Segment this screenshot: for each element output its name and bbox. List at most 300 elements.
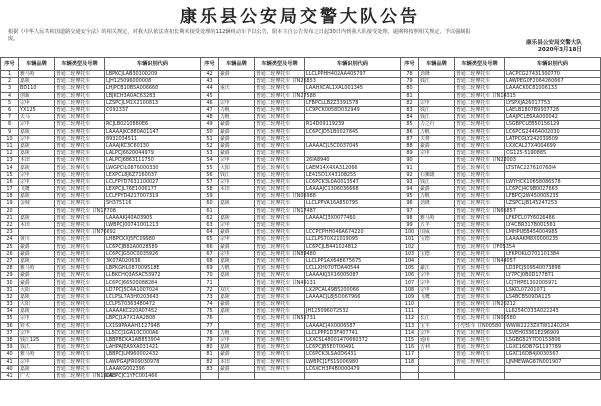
table-row: [1, 142, 601, 149]
cell-type: 普通二轮摩托车: [455, 265, 505, 272]
vehicle-tables: [0, 57, 600, 380]
cell-vin: LEXPCL8J6Z7160037: [105, 171, 201, 178]
cell-type: 普通二轮摩托车: [255, 257, 305, 264]
cell-brand: 钱江: [419, 78, 455, 85]
cell-brand: 本田: [219, 186, 255, 193]
cell-seq: 114: [401, 329, 419, 336]
table-row: [1, 193, 601, 200]
cell-vin: LFBPCLLB2Z3391578: [305, 99, 401, 106]
cell-type: 普通二轮摩托车: [255, 142, 305, 149]
cell-seq: 54: [201, 157, 219, 164]
cell-vin: LLCLPPHH402AA405797: [305, 71, 401, 78]
cell-vin: CG125-5190885: [505, 150, 601, 157]
cell-type: 普通二轮摩托车: [455, 114, 505, 121]
cell-brand: YX125: [19, 106, 55, 113]
cell-type: 普通二轮摩托车: [255, 265, 305, 272]
cell-vin: [305, 135, 401, 142]
header-vin: 车辆识别代码: [305, 58, 401, 71]
cell-brand: 宗申: [219, 236, 255, 243]
cell-type: 普通二轮摩托车: [455, 71, 505, 78]
cell-vin: LD7PCJ5C4A1007024: [105, 286, 201, 293]
cell-vin: [505, 207, 601, 214]
cell-vin: LEXPCJL76E1006177: [105, 186, 201, 193]
cell-seq: 33: [1, 301, 19, 308]
cell-brand: [419, 207, 455, 214]
cell-type: 普通二轮摩托车: [255, 135, 305, 142]
cell-type: 普通二轮摩托车: [455, 186, 505, 193]
table-row: [1, 286, 601, 293]
cell-vin: [305, 207, 401, 214]
table-row: [1, 315, 601, 322]
cell-seq: 97: [401, 207, 419, 214]
cell-seq: 82: [201, 358, 219, 365]
cell-vin: LJNMEWAG87N001907: [505, 358, 601, 365]
cell-vin: LAAJPCLE6AA000042: [505, 114, 601, 121]
cell-brand: 宗申: [19, 99, 55, 106]
cell-vin: LBBPBCKA1AB853904: [105, 336, 201, 343]
cell-seq: 105: [401, 265, 419, 272]
table-row: [1, 92, 601, 99]
cell-brand: 豪爵: [219, 142, 255, 149]
cell-type: 普通二轮摩托车: [455, 142, 505, 149]
table-row: [1, 229, 601, 236]
cell-seq: 88: [401, 142, 419, 149]
cell-brand: [219, 372, 255, 379]
cell-brand: 雅马哈: [19, 71, 55, 78]
header-seq: 序号: [201, 58, 219, 71]
cell-seq: 103: [401, 250, 419, 257]
cell-brand: 嘉陵: [219, 214, 255, 221]
cell-vin: RCJLB0210880E6: [105, 121, 201, 128]
table-row: [1, 358, 601, 365]
table-row: [1, 71, 601, 78]
cell-brand: 宝德: [419, 250, 455, 257]
cell-vin: LAAAAKJ3X16005087: [305, 272, 401, 279]
cell-seq: 100: [401, 229, 419, 236]
cell-seq: 4: [1, 92, 19, 99]
cell-vin: LAAAAKJ40A03905: [105, 214, 201, 221]
cell-type: 普通二轮摩托车: [455, 308, 505, 315]
cell-seq: 66: [201, 243, 219, 250]
cell-brand: 飞鹰: [419, 293, 455, 300]
cell-vin: LCLPSL7A3H0203643: [105, 293, 201, 300]
cell-seq: 28: [1, 265, 19, 272]
cell-seq: 87: [401, 135, 419, 142]
cell-seq: 109: [401, 293, 419, 300]
cell-brand: BD110: [19, 85, 55, 92]
cell-type: 小型轿车 甘N00580: [455, 322, 505, 329]
cell-brand: 豪爵: [219, 351, 255, 358]
cell-seq: 52: [201, 142, 219, 149]
cell-type: 普通二轮摩托车: [455, 178, 505, 185]
issuer-org: 康乐县公安局交警大队: [526, 40, 582, 46]
cell-type: 普通二轮摩托车: [255, 71, 305, 78]
cell-vin: LAAAACJL5C0037045: [305, 142, 401, 149]
cell-vin: [305, 221, 401, 228]
table-row: [1, 164, 601, 171]
cell-seq: 10: [1, 135, 19, 142]
cell-type: [455, 365, 505, 372]
cell-vin: [505, 92, 601, 99]
cell-brand: 嘉陵: [219, 272, 255, 279]
cell-vin: LC6PCJ4C9B0027663: [505, 186, 601, 193]
table-row: [1, 293, 601, 300]
cell-vin: LL6254C033A022243: [505, 308, 601, 315]
cell-brand: 铃木: [19, 322, 55, 329]
cell-brand: 嘉陵: [19, 293, 55, 300]
table-row: [1, 372, 601, 379]
cell-vin: LCLFPYD4217007319: [105, 193, 201, 200]
cell-type: 普通二轮摩托车: [55, 344, 105, 351]
cell-brand: 豪爵: [419, 142, 455, 149]
cell-vin: [305, 78, 401, 85]
cell-seq: 41: [1, 372, 19, 379]
cell-brand: 大阳: [19, 301, 55, 308]
cell-brand: 嘉陵: [19, 365, 55, 372]
cell-seq: [401, 365, 419, 372]
cell-seq: 47: [201, 106, 219, 113]
table-row: [1, 336, 601, 343]
cell-vin: [305, 250, 401, 257]
cell-seq: 79: [401, 78, 419, 85]
cell-type: 普通二轮摩托车: [55, 243, 105, 250]
cell-vin: LC6PCJB82A0028589: [105, 243, 201, 250]
cell-brand: 钱江: [419, 106, 455, 113]
cell-seq: 14: [1, 164, 19, 171]
cell-vin: LBPCJ1A7X1AA2808: [105, 315, 201, 322]
cell-brand: 豪江: [419, 265, 455, 272]
cell-vin: LAELB1807B9307728: [505, 106, 601, 113]
cell-brand: 大阳: [219, 164, 255, 171]
cell-brand: 飞鹰: [19, 186, 55, 193]
cell-type: 普通二轮摩托车 甘N00580: [456, 315, 516, 322]
table-row: [1, 308, 601, 315]
cell-brand: 本田: [19, 157, 55, 164]
table-row: [1, 221, 601, 228]
cell-type: 普通二轮摩托车 甘N20212: [456, 301, 516, 308]
cell-seq: 9: [1, 128, 19, 135]
cell-seq: 40: [1, 365, 19, 372]
cell-type: 普通二轮摩托车: [55, 85, 105, 92]
cell-brand: 嘉陵: [19, 193, 55, 200]
cell-type: 普通二轮摩托车: [455, 193, 505, 200]
cell-type: 普通二轮摩托车: [55, 135, 105, 142]
cell-type: 普通二轮摩托车: [255, 308, 305, 315]
cell-seq: 80: [201, 344, 219, 351]
cell-brand: [419, 308, 455, 315]
cell-seq: 23: [1, 229, 19, 236]
table-row: [1, 272, 601, 279]
cell-brand: 宗申: [219, 250, 255, 257]
cell-type: 普通二轮摩托车: [255, 150, 305, 157]
cell-brand: 通用: [419, 336, 455, 343]
cell-type: 普通二轮摩托车: [55, 272, 105, 279]
cell-brand: [419, 372, 455, 379]
cell-brand: 豪爵: [219, 301, 255, 308]
cell-seq: 22: [1, 221, 19, 228]
cell-type: 普通二轮摩托车: [255, 365, 305, 372]
cell-seq: 96: [401, 200, 419, 207]
table-row: [1, 365, 601, 372]
cell-seq: 95: [401, 193, 419, 200]
cell-seq: 25: [1, 243, 19, 250]
cell-brand: [419, 301, 455, 308]
cell-brand: 天马: [19, 114, 55, 121]
table-row: [1, 178, 601, 185]
header-type: 车辆类型及号牌: [255, 58, 305, 71]
cell-type: 普通二轮摩托车: [255, 236, 305, 243]
cell-brand: [219, 279, 255, 286]
cell-seq: 68: [201, 257, 219, 264]
header-seq: 序号: [401, 58, 419, 71]
cell-vin: LC6PCG24464002030: [505, 128, 601, 135]
table-row: [1, 99, 601, 106]
cell-brand: 宝丰: [419, 322, 455, 329]
table-row: [1, 106, 601, 113]
cell-seq: 85: [401, 121, 419, 128]
cell-seq: 30: [1, 279, 19, 286]
cell-type: 普通二轮摩托车: [455, 250, 505, 257]
cell-type: 普通二轮摩托车: [455, 171, 505, 178]
table-row: [1, 121, 601, 128]
cell-brand: 金城: [19, 200, 55, 207]
header-type: 车辆类型及号牌: [455, 58, 505, 71]
cell-seq: 83: [401, 106, 419, 113]
cell-type: 普通二轮摩托车: [255, 200, 305, 207]
cell-type: 普通二轮摩托车: [455, 293, 505, 300]
cell-seq: [201, 372, 219, 379]
cell-brand: 广大: [19, 372, 55, 379]
cell-brand: 豪爵: [19, 250, 55, 257]
cell-seq: 80: [401, 85, 419, 92]
cell-vin: LC6PCK3L0A0013547: [305, 178, 401, 185]
cell-seq: 62: [201, 214, 219, 221]
cell-type: 普通二轮摩托车: [255, 164, 305, 171]
cell-seq: 101: [401, 236, 419, 243]
cell-seq: 17: [1, 186, 19, 193]
cell-type: 普通二轮摩托车: [455, 358, 505, 365]
cell-brand: 嘉陵: [19, 308, 55, 315]
issuer-signature: [492, 40, 582, 54]
cell-vin: LX1S9PAAAH1127948: [105, 322, 201, 329]
cell-seq: 70: [201, 272, 219, 279]
cell-type: 普通二轮摩托车: [55, 322, 105, 329]
cell-type: 普通二轮摩托车: [455, 128, 505, 135]
cell-brand: 天将: [419, 135, 455, 142]
cell-brand: 本田: [219, 358, 255, 365]
cell-type: 普通二轮摩托车: [55, 351, 105, 358]
cell-brand: 嘉陵: [219, 308, 255, 315]
cell-vin: [305, 150, 401, 157]
cell-brand: 宗申: [419, 150, 455, 157]
cell-brand: 钱江: [419, 178, 455, 185]
cell-brand: 豪爵: [219, 128, 255, 135]
cell-seq: 59: [201, 193, 219, 200]
cell-vin: LCLLXH070TDA40544: [305, 265, 401, 272]
cell-brand: 嘉陵: [219, 344, 255, 351]
cell-type: 普通二轮摩托车: [55, 99, 105, 106]
cell-brand: 钱江: [219, 171, 255, 178]
cell-seq: 16: [1, 178, 19, 185]
cell-seq: 111: [401, 308, 419, 315]
cell-brand: 力帆: [219, 114, 255, 121]
cell-type: 普通二轮摩托车: [255, 229, 305, 236]
cell-brand: 力帆: [219, 265, 255, 272]
header-brand: 车辆品牌: [19, 58, 55, 71]
cell-seq: 94: [401, 186, 419, 193]
cell-brand: 嘉陵: [219, 200, 255, 207]
cell-vin: [305, 92, 401, 99]
cell-vin: LC9PCK0058D032949: [305, 106, 401, 113]
cell-type: 普通二轮摩托车 甘N06988: [256, 193, 316, 200]
cell-seq: 58: [201, 186, 219, 193]
cell-seq: 65: [201, 236, 219, 243]
cell-seq: 21: [1, 214, 19, 221]
cell-brand: 宗申: [219, 157, 255, 164]
cell-vin: LFBPCJ2W450005235: [505, 193, 601, 200]
cell-seq: 61: [201, 207, 219, 214]
cell-type: 普通二轮摩托车 甘N66857: [456, 207, 516, 214]
cell-vin: 8931034511: [105, 135, 201, 142]
cell-seq: 36: [1, 322, 19, 329]
cell-vin: LC6PCJ66500088284: [105, 279, 201, 286]
cell-type: 普通二轮摩托车: [455, 99, 505, 106]
cell-brand: 豪爵: [219, 150, 255, 157]
cell-vin: LC6XCH3P4B0000479: [305, 365, 401, 372]
cell-seq: 72: [201, 286, 219, 293]
cell-seq: 34: [1, 308, 19, 315]
table-row: [1, 128, 601, 135]
cell-vin: LZSPCJLM1X2100813: [105, 99, 201, 106]
cell-type: [255, 372, 305, 379]
cell-brand: [419, 157, 455, 164]
cell-type: 普通二轮摩托车: [255, 214, 305, 221]
cell-brand: [419, 351, 455, 358]
cell-vin: [505, 315, 601, 322]
cell-brand: 宗申: [419, 99, 455, 106]
cell-type: 普通二轮摩托车 甘N27588: [256, 92, 316, 99]
cell-seq: 113: [401, 322, 419, 329]
cell-type: 普通二轮摩托车: [255, 186, 305, 193]
cell-type: 普通二轮摩托车: [255, 272, 305, 279]
cell-seq: 29: [1, 272, 19, 279]
cell-seq: 41: [1, 358, 19, 365]
cell-type: 普通二轮摩托车 甘N17708: [56, 207, 116, 214]
cell-seq: 7: [1, 114, 19, 121]
cell-vin: LAEPCJC1YFC001466: [105, 372, 201, 379]
cell-vin: LMHPUEB454004985: [505, 229, 601, 236]
cell-vin: [105, 229, 201, 236]
cell-vin: WWW2223ZXTW1240204: [505, 322, 601, 329]
cell-vin: LSVEH03361E296909: [505, 329, 601, 336]
cell-seq: 78: [201, 329, 219, 336]
cell-brand: 雅马哈: [19, 265, 55, 272]
cell-seq: 50: [201, 128, 219, 135]
cell-type: 普通二轮摩托车: [55, 128, 105, 135]
cell-seq: 49: [201, 121, 219, 128]
cell-brand: [419, 92, 455, 99]
page-title: 康乐县公安局交警大队公告: [180, 7, 420, 27]
header-brand: 车辆品牌: [219, 58, 255, 71]
cell-brand: [419, 358, 455, 365]
cell-type: 普通二轮摩托车: [55, 114, 105, 121]
cell-seq: 55: [201, 164, 219, 171]
cell-vin: LWBPCJ00741001213: [105, 221, 201, 228]
cell-type: 普通二轮摩托车 甘N44057: [456, 257, 516, 264]
cell-type: 普通二轮摩托车: [255, 221, 305, 228]
cell-brand: 宗申: [19, 171, 55, 178]
table-row: [1, 301, 601, 308]
cell-vin: LAAAAJKC880A01147: [105, 128, 201, 135]
cell-brand: 创新: [19, 92, 55, 99]
cell-vin: LACPCG27431300770: [505, 71, 601, 78]
cell-type: 普通二轮摩托车: [55, 257, 105, 264]
cell-vin: LAAAJKC3C60130: [105, 142, 201, 149]
cell-brand: 宗申: [219, 178, 255, 185]
cell-type: 普通二轮摩托车: [55, 142, 105, 149]
cell-seq: 35: [1, 315, 19, 322]
cell-type: 普通二轮摩托车: [255, 329, 305, 336]
cell-type: 普通二轮摩托车: [255, 114, 305, 121]
cell-brand: 雅马哈: [19, 351, 55, 358]
cell-vin: [505, 257, 601, 264]
cell-brand: 宗申: [19, 121, 55, 128]
cell-seq: 64: [201, 229, 219, 236]
cell-seq: 6: [1, 106, 19, 113]
cell-vin: JH125096072532: [305, 308, 401, 315]
cell-type: 普通二轮摩托车: [455, 286, 505, 293]
cell-type: 普通二轮摩托车 甘N52731: [256, 315, 316, 322]
cell-vin: LAAACK0C81006133: [505, 85, 601, 92]
cell-type: 普通二轮摩托车: [255, 301, 305, 308]
cell-seq: 75: [201, 308, 219, 315]
cell-seq: 110: [401, 301, 419, 308]
cell-type: 普通二轮摩托车: [55, 214, 105, 221]
cell-type: 普通二轮摩托车: [55, 336, 105, 343]
cell-vin: [105, 114, 201, 121]
cell-vin: [305, 301, 401, 308]
cell-vin: LAAAACJL8J5O067966: [305, 293, 401, 300]
cell-vin: LGXC16DB7G1197789: [505, 344, 601, 351]
cell-brand: 豪爵: [219, 71, 255, 78]
cell-type: 普通二轮摩托车 甘N23003: [456, 157, 516, 164]
cell-seq: 46: [201, 99, 219, 106]
cell-seq: 91: [401, 164, 419, 171]
cell-brand: 力帆: [219, 329, 255, 336]
cell-brand: 力帆: [419, 128, 455, 135]
cell-vin: LC6PCJD51B0027845: [305, 128, 401, 135]
cell-type: 普通二轮摩托车: [255, 344, 305, 351]
cell-seq: 37: [1, 329, 19, 336]
cell-type: 普通二轮摩托车: [55, 279, 105, 286]
cell-brand: 宗申: [419, 272, 455, 279]
cell-type: 普通二轮摩托车: [55, 92, 105, 99]
table-body: [1, 71, 601, 380]
table-row: [1, 236, 601, 243]
cell-seq: 116: [401, 344, 419, 351]
cell-type: 普通二轮摩托车 甘N26853: [256, 78, 316, 85]
cell-brand: 豪爵: [219, 365, 255, 372]
cell-seq: 69: [201, 265, 219, 272]
table-row: [1, 150, 601, 157]
header-vin: 车辆识别代码: [105, 58, 201, 71]
cell-vin: LAWPGAJFR09030978: [105, 358, 201, 365]
cell-brand: 嘉陵: [19, 214, 55, 221]
cell-seq: 24: [1, 236, 19, 243]
cell-type: 普通二轮摩托车: [55, 71, 105, 78]
cell-vin: LC6PCJB5E0700491: [305, 344, 401, 351]
cell-vin: LWGPCIL0876000330: [105, 164, 201, 171]
